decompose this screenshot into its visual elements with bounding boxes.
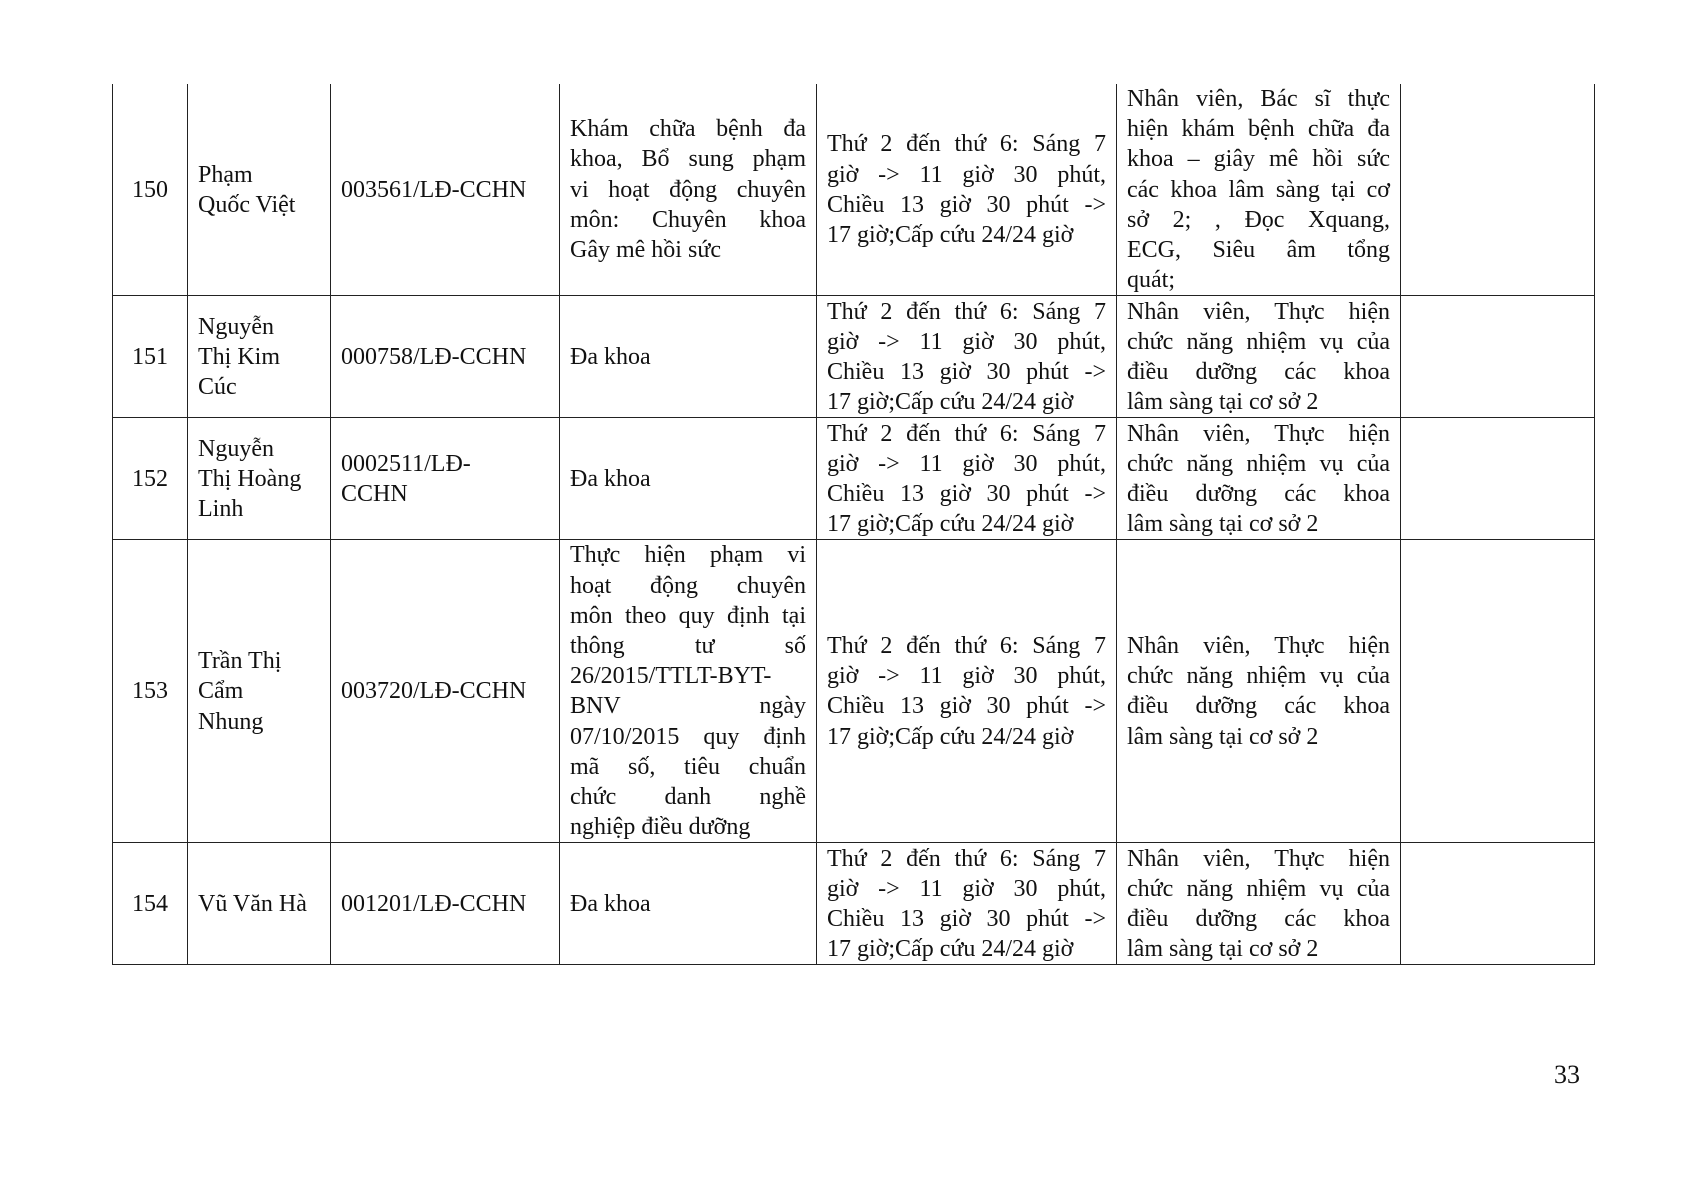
- cell-stt: [113, 296, 188, 418]
- cell-time-line: giờ -> 11 giờ 30 phút,: [827, 328, 1106, 355]
- cell-role-line: khoa – giây mê hồi sức: [1127, 146, 1390, 173]
- cell-note: [1401, 540, 1595, 843]
- cell-cert: [331, 84, 560, 296]
- cell-stt: [113, 843, 188, 965]
- cell-role-line: các khoa lâm sàng tại cơ: [1127, 176, 1390, 203]
- cell-scope-line: BNV ngày: [570, 693, 806, 720]
- cell-time-lines: [827, 631, 1106, 752]
- staff-table: [112, 84, 1595, 965]
- cell-cert: [331, 843, 560, 965]
- cell-role-lines: [1127, 297, 1390, 418]
- cell-name-line: Thị Hoàng: [198, 465, 302, 492]
- cell-role: [1117, 540, 1401, 843]
- cell-role-line: chức năng nhiệm vụ của: [1127, 875, 1390, 902]
- cell-time-line: 17 giờ;Cấp cứu 24/24 giờ: [827, 936, 1074, 963]
- cell-role-line: điều dưỡng các khoa: [1127, 480, 1390, 507]
- cell-scope-line: 26/2015/TTLT-BYT-: [570, 663, 772, 690]
- cell-time: [817, 418, 1117, 540]
- cell-role-line: chức năng nhiệm vụ của: [1127, 450, 1390, 477]
- cell-scope-line: Đa khoa: [570, 890, 651, 917]
- cell-time: [817, 84, 1117, 296]
- cell-name: [188, 418, 331, 540]
- cell-time-lines: [827, 129, 1106, 250]
- cell-scope-lines: [570, 540, 806, 842]
- cell-role-line: chức năng nhiệm vụ của: [1127, 663, 1390, 690]
- cell-stt: [113, 84, 188, 296]
- cell-role-line: lâm sàng tại cơ sở 2: [1127, 723, 1319, 750]
- cell-scope-line: 07/10/2015 quy định: [570, 723, 806, 750]
- cell-cert: [331, 296, 560, 418]
- cell-name-line: Nguyễn: [198, 435, 274, 462]
- cell-time: [817, 843, 1117, 965]
- cell-name: [188, 296, 331, 418]
- cell-stt-text: 153: [132, 678, 168, 705]
- cell-time-line: Chiều 13 giờ 30 phút ->: [827, 905, 1106, 932]
- cell-note: [1401, 843, 1595, 965]
- table-body: [113, 84, 1595, 965]
- cell-scope-line: thông tư số: [570, 633, 806, 660]
- cell-scope-line: Đa khoa: [570, 343, 651, 370]
- cell-time-lines: [827, 419, 1106, 540]
- cell-role-line: quát;: [1127, 267, 1175, 294]
- cell-stt: [113, 418, 188, 540]
- table-row: [113, 540, 1595, 843]
- cell-role-line: điều dưỡng các khoa: [1127, 358, 1390, 385]
- cell-role-lines: [1127, 844, 1390, 965]
- cell-name-lines: [198, 434, 320, 525]
- cell-name-line: Thị Kim: [198, 343, 280, 370]
- cell-scope-line: môn theo quy định tại: [570, 602, 806, 629]
- cell-role-line: ECG, Siêu âm tổng: [1127, 237, 1390, 264]
- cell-time-line: Chiều 13 giờ 30 phút ->: [827, 191, 1106, 218]
- cell-scope: [560, 843, 817, 965]
- cell-scope-line: khoa, Bổ sung phạm: [570, 146, 806, 173]
- cell-time-lines: [827, 297, 1106, 418]
- cell-scope: [560, 540, 817, 843]
- cell-time: [817, 296, 1117, 418]
- cell-name-line: Linh: [198, 496, 244, 523]
- cell-note: [1401, 84, 1595, 296]
- cell-role-line: điều dưỡng các khoa: [1127, 693, 1390, 720]
- table-row: [113, 418, 1595, 540]
- cell-scope-lines: [570, 464, 806, 494]
- cell-time-lines: [827, 844, 1106, 965]
- cell-stt-text: 151: [132, 343, 168, 370]
- cell-role-lines: [1127, 419, 1390, 540]
- cell-role-line: Nhân viên, Thực hiện: [1127, 845, 1390, 872]
- cell-time-line: 17 giờ;Cấp cứu 24/24 giờ: [827, 389, 1074, 416]
- cell-scope-line: Thực hiện phạm vi: [570, 542, 806, 569]
- page-number: 33: [1554, 1060, 1580, 1089]
- cell-name-line: Cúc: [198, 374, 237, 401]
- cell-role-line: Nhân viên, Thực hiện: [1127, 420, 1390, 447]
- cell-role-lines: [1127, 631, 1390, 752]
- cell-cert-text: 003720/LĐ-CCHN: [341, 678, 527, 705]
- cell-time-line: giờ -> 11 giờ 30 phút,: [827, 875, 1106, 902]
- cell-scope-line: chức danh nghề: [570, 784, 806, 811]
- cell-cert-text: 000758/LĐ-CCHN: [341, 343, 527, 370]
- cell-cert: [331, 540, 560, 843]
- cell-role-line: hiện khám bệnh chữa đa: [1127, 116, 1390, 143]
- cell-role-line: lâm sàng tại cơ sở 2: [1127, 936, 1319, 963]
- cell-name-line: Cẩm: [198, 678, 244, 705]
- cell-time-line: Thứ 2 đến thứ 6: Sáng 7: [827, 298, 1106, 325]
- cell-scope-line: mã số, tiêu chuẩn: [570, 753, 806, 780]
- cell-name-line: Phạm: [198, 161, 253, 188]
- cell-scope-line: Khám chữa bệnh đa: [570, 116, 806, 143]
- cell-stt: [113, 540, 188, 843]
- cell-time-line: Thứ 2 đến thứ 6: Sáng 7: [827, 131, 1106, 158]
- cell-time-line: 17 giờ;Cấp cứu 24/24 giờ: [827, 723, 1074, 750]
- cell-scope-lines: [570, 342, 806, 372]
- cell-name: [188, 84, 331, 296]
- cell-role: [1117, 296, 1401, 418]
- cell-time-line: giờ -> 11 giờ 30 phút,: [827, 663, 1106, 690]
- cell-role: [1117, 843, 1401, 965]
- cell-time-line: 17 giờ;Cấp cứu 24/24 giờ: [827, 221, 1074, 248]
- cell-stt-text: 152: [132, 465, 168, 492]
- cell-stt-text: 154: [132, 890, 168, 917]
- cell-role-line: Nhân viên, Bác sĩ thực: [1127, 86, 1390, 112]
- cell-name-line: Nguyễn: [198, 313, 274, 340]
- cell-role-line: điều dưỡng các khoa: [1127, 905, 1390, 932]
- cell-cert: [331, 418, 560, 540]
- cell-time-line: Thứ 2 đến thứ 6: Sáng 7: [827, 845, 1106, 872]
- cell-role-line: sở 2; , Đọc Xquang,: [1127, 206, 1390, 233]
- cell-name-line: Nhung: [198, 708, 264, 735]
- cell-cert-text: 003561/LĐ-CCHN: [341, 176, 527, 203]
- cell-scope-line: vi hoạt động chuyên: [570, 176, 806, 203]
- table-row: [113, 843, 1595, 965]
- cell-role-lines: [1127, 84, 1390, 295]
- cell-scope: [560, 84, 817, 296]
- cell-stt-text: 150: [132, 176, 168, 203]
- cell-scope-line: Gây mê hồi sức: [570, 237, 721, 264]
- cell-role: [1117, 418, 1401, 540]
- cell-scope-line: môn: Chuyên khoa: [570, 206, 806, 233]
- cell-name: [188, 540, 331, 843]
- cell-name-line: Quốc Việt: [198, 191, 296, 218]
- cell-scope-lines: [570, 114, 806, 265]
- cell-time-line: Chiều 13 giờ 30 phút ->: [827, 358, 1106, 385]
- table-row: [113, 84, 1595, 296]
- cell-scope: [560, 296, 817, 418]
- cell-time-line: Thứ 2 đến thứ 6: Sáng 7: [827, 420, 1106, 447]
- cell-time-line: 17 giờ;Cấp cứu 24/24 giờ: [827, 511, 1074, 538]
- table-row: [113, 296, 1595, 418]
- cell-scope-line: nghiệp điều dưỡng: [570, 814, 751, 841]
- cell-time: [817, 540, 1117, 843]
- cell-note: [1401, 296, 1595, 418]
- cell-note: [1401, 418, 1595, 540]
- cell-role-line: Nhân viên, Thực hiện: [1127, 298, 1390, 325]
- cell-time-line: giờ -> 11 giờ 30 phút,: [827, 450, 1106, 477]
- cell-role-line: chức năng nhiệm vụ của: [1127, 328, 1390, 355]
- cell-name-lines: [198, 889, 320, 919]
- cell-name: [188, 843, 331, 965]
- cell-scope-line: hoạt động chuyên: [570, 572, 806, 599]
- cell-scope-lines: [570, 889, 806, 919]
- cell-role-line: lâm sàng tại cơ sở 2: [1127, 389, 1319, 416]
- cell-time-line: Chiều 13 giờ 30 phút ->: [827, 480, 1106, 507]
- cell-name-line: Trần Thị: [198, 648, 282, 675]
- cell-name-line: Vũ Văn Hà: [198, 890, 307, 917]
- cell-time-line: Thứ 2 đến thứ 6: Sáng 7: [827, 633, 1106, 660]
- cell-time-line: giờ -> 11 giờ 30 phút,: [827, 161, 1106, 188]
- cell-scope-line: Đa khoa: [570, 465, 651, 492]
- cell-role: [1117, 84, 1401, 296]
- cell-cert-text: 0002511/LĐ- CCHN: [341, 450, 471, 507]
- cell-name-lines: [198, 646, 320, 737]
- cell-time-line: Chiều 13 giờ 30 phút ->: [827, 693, 1106, 720]
- cell-scope: [560, 418, 817, 540]
- cell-name-lines: [198, 312, 320, 403]
- cell-role-line: lâm sàng tại cơ sở 2: [1127, 511, 1319, 538]
- cell-role-line: Nhân viên, Thực hiện: [1127, 633, 1390, 660]
- cell-name-lines: [198, 160, 320, 220]
- cell-cert-text: 001201/LĐ-CCHN: [341, 890, 527, 917]
